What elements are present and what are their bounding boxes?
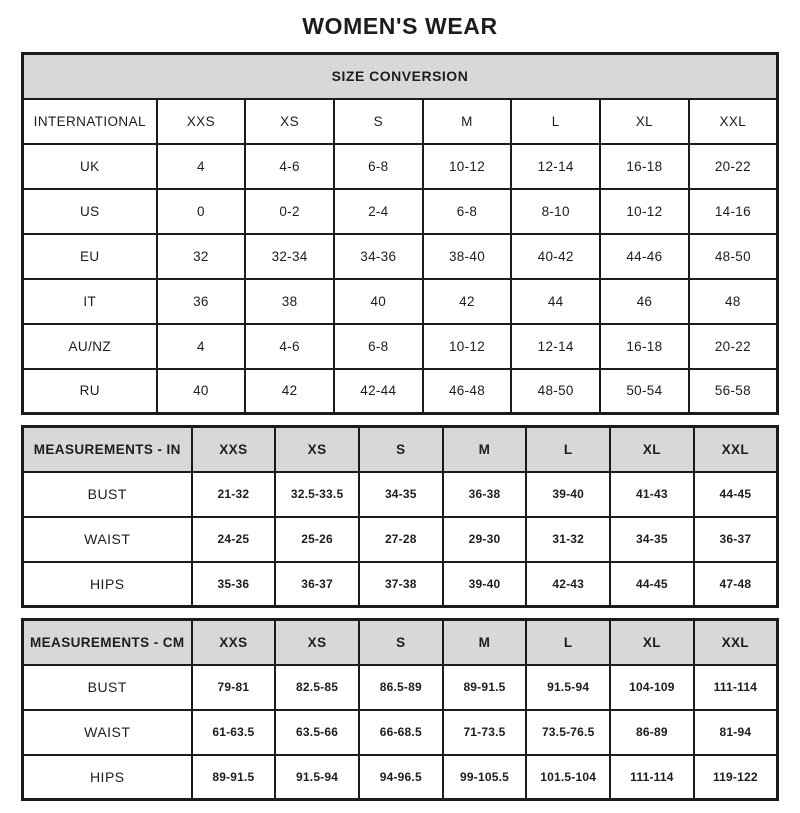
table-cell: 86-89	[610, 710, 694, 755]
table-cell: 48-50	[511, 369, 600, 414]
table-header-row	[23, 620, 778, 665]
table-row	[23, 279, 778, 324]
table-cell: 38	[245, 279, 334, 324]
table-cell: 31-32	[526, 517, 610, 562]
column-header: M	[443, 427, 527, 472]
table-cell: 41-43	[610, 472, 694, 517]
table-row	[23, 472, 778, 517]
row-label: HIPS	[23, 562, 192, 607]
table-cell: 36-37	[275, 562, 359, 607]
row-label: BUST	[23, 472, 192, 517]
table-cell: 8-10	[511, 189, 600, 234]
column-header: S	[359, 620, 443, 665]
row-label: HIPS	[23, 755, 192, 800]
table-row	[23, 144, 778, 189]
table-cell: 39-40	[443, 562, 527, 607]
table-cell: 47-48	[694, 562, 778, 607]
table-cell: 4-6	[245, 324, 334, 369]
column-header: M	[443, 620, 527, 665]
table-cell: 40	[157, 369, 246, 414]
table-cell: 36-37	[694, 517, 778, 562]
table-row	[23, 189, 778, 234]
table-cell: 4	[157, 144, 246, 189]
row-label: BUST	[23, 665, 192, 710]
table-cell: 38-40	[423, 234, 512, 279]
page-title: WOMEN'S WEAR	[302, 13, 498, 39]
column-header: XL	[600, 99, 689, 144]
table-cell: 79-81	[192, 665, 276, 710]
table-cell: 34-35	[359, 472, 443, 517]
table-row	[23, 517, 778, 562]
table-cell: 0-2	[245, 189, 334, 234]
table-cell: 14-16	[689, 189, 778, 234]
table-cell: 4	[157, 324, 246, 369]
table-cell: 48-50	[689, 234, 778, 279]
row-label: WAIST	[23, 710, 192, 755]
row-label: IT	[23, 279, 157, 324]
row-label: EU	[23, 234, 157, 279]
table-cell: 4-6	[245, 144, 334, 189]
table-cell: 16-18	[600, 324, 689, 369]
table-cell: 34-35	[610, 517, 694, 562]
table-cell: 48	[689, 279, 778, 324]
table-cell: 82.5-85	[275, 665, 359, 710]
table-cell: 111-114	[694, 665, 778, 710]
table-header-row	[23, 427, 778, 472]
table-row	[23, 324, 778, 369]
table-cell: 42	[245, 369, 334, 414]
table-cell: 104-109	[610, 665, 694, 710]
table-cell: 42-43	[526, 562, 610, 607]
corner-header: INTERNATIONAL	[23, 99, 157, 144]
table-cell: 46	[600, 279, 689, 324]
table-cell: 44-45	[610, 562, 694, 607]
column-header: XS	[275, 620, 359, 665]
table-cell: 29-30	[443, 517, 527, 562]
table-header-row	[23, 99, 778, 144]
table-cell: 89-91.5	[443, 665, 527, 710]
column-header: L	[526, 620, 610, 665]
table-cell: 36	[157, 279, 246, 324]
table-cell: 81-94	[694, 710, 778, 755]
table-cell: 119-122	[694, 755, 778, 800]
table-cell: 6-8	[334, 324, 423, 369]
table-cell: 37-38	[359, 562, 443, 607]
column-header: XS	[275, 427, 359, 472]
table-cell: 10-12	[423, 324, 512, 369]
table-row	[23, 710, 778, 755]
table-cell: 10-12	[600, 189, 689, 234]
table-cell: 44	[511, 279, 600, 324]
column-header: L	[526, 427, 610, 472]
measurements-cm-table	[21, 618, 779, 801]
table-cell: 6-8	[423, 189, 512, 234]
measurements-in-table	[21, 425, 779, 608]
table-cell: 61-63.5	[192, 710, 276, 755]
table-cell: 56-58	[689, 369, 778, 414]
table-cell: 42	[423, 279, 512, 324]
column-header: M	[423, 99, 512, 144]
table-cell: 24-25	[192, 517, 276, 562]
column-header: L	[511, 99, 600, 144]
table-cell: 44-46	[600, 234, 689, 279]
column-header: S	[359, 427, 443, 472]
column-header: S	[334, 99, 423, 144]
table-cell: 21-32	[192, 472, 276, 517]
table-cell: 16-18	[600, 144, 689, 189]
table-cell: 34-36	[334, 234, 423, 279]
table-caption: SIZE CONVERSION	[23, 54, 778, 99]
table-cell: 40	[334, 279, 423, 324]
table-cell: 71-73.5	[443, 710, 527, 755]
column-header: XXS	[192, 427, 276, 472]
row-label: WAIST	[23, 517, 192, 562]
table-cell: 63.5-66	[275, 710, 359, 755]
table-cell: 36-38	[443, 472, 527, 517]
column-header: XXS	[157, 99, 246, 144]
table-row	[23, 234, 778, 279]
table-cell: 39-40	[526, 472, 610, 517]
column-header: XXL	[694, 427, 778, 472]
column-header: XXL	[689, 99, 778, 144]
corner-header: MEASUREMENTS - IN	[23, 427, 192, 472]
table-cell: 101.5-104	[526, 755, 610, 800]
column-header: XXL	[694, 620, 778, 665]
table-cell: 10-12	[423, 144, 512, 189]
table-cell: 0	[157, 189, 246, 234]
table-cell: 32-34	[245, 234, 334, 279]
table-cell: 99-105.5	[443, 755, 527, 800]
row-label: UK	[23, 144, 157, 189]
row-label: US	[23, 189, 157, 234]
table-cell: 2-4	[334, 189, 423, 234]
table-cell: 20-22	[689, 144, 778, 189]
table-cell: 35-36	[192, 562, 276, 607]
table-cell: 25-26	[275, 517, 359, 562]
size-conversion-table	[21, 52, 779, 415]
table-cell: 50-54	[600, 369, 689, 414]
row-label: AU/NZ	[23, 324, 157, 369]
table-cell: 73.5-76.5	[526, 710, 610, 755]
table-cell: 44-45	[694, 472, 778, 517]
column-header: XL	[610, 620, 694, 665]
table-cell: 94-96.5	[359, 755, 443, 800]
table-cell: 86.5-89	[359, 665, 443, 710]
column-header: XL	[610, 427, 694, 472]
table-caption-row	[23, 54, 778, 99]
table-cell: 32.5-33.5	[275, 472, 359, 517]
table-row	[23, 369, 778, 414]
table-cell: 42-44	[334, 369, 423, 414]
table-cell: 20-22	[689, 324, 778, 369]
table-cell: 111-114	[610, 755, 694, 800]
table-row	[23, 665, 778, 710]
table-cell: 27-28	[359, 517, 443, 562]
table-cell: 32	[157, 234, 246, 279]
table-cell: 12-14	[511, 324, 600, 369]
table-cell: 66-68.5	[359, 710, 443, 755]
corner-header: MEASUREMENTS - CM	[23, 620, 192, 665]
table-cell: 40-42	[511, 234, 600, 279]
table-cell: 91.5-94	[526, 665, 610, 710]
table-cell: 91.5-94	[275, 755, 359, 800]
column-header: XXS	[192, 620, 276, 665]
table-row	[23, 755, 778, 800]
table-cell: 6-8	[334, 144, 423, 189]
table-cell: 46-48	[423, 369, 512, 414]
table-row	[23, 562, 778, 607]
table-cell: 89-91.5	[192, 755, 276, 800]
table-cell: 12-14	[511, 144, 600, 189]
column-header: XS	[245, 99, 334, 144]
row-label: RU	[23, 369, 157, 414]
